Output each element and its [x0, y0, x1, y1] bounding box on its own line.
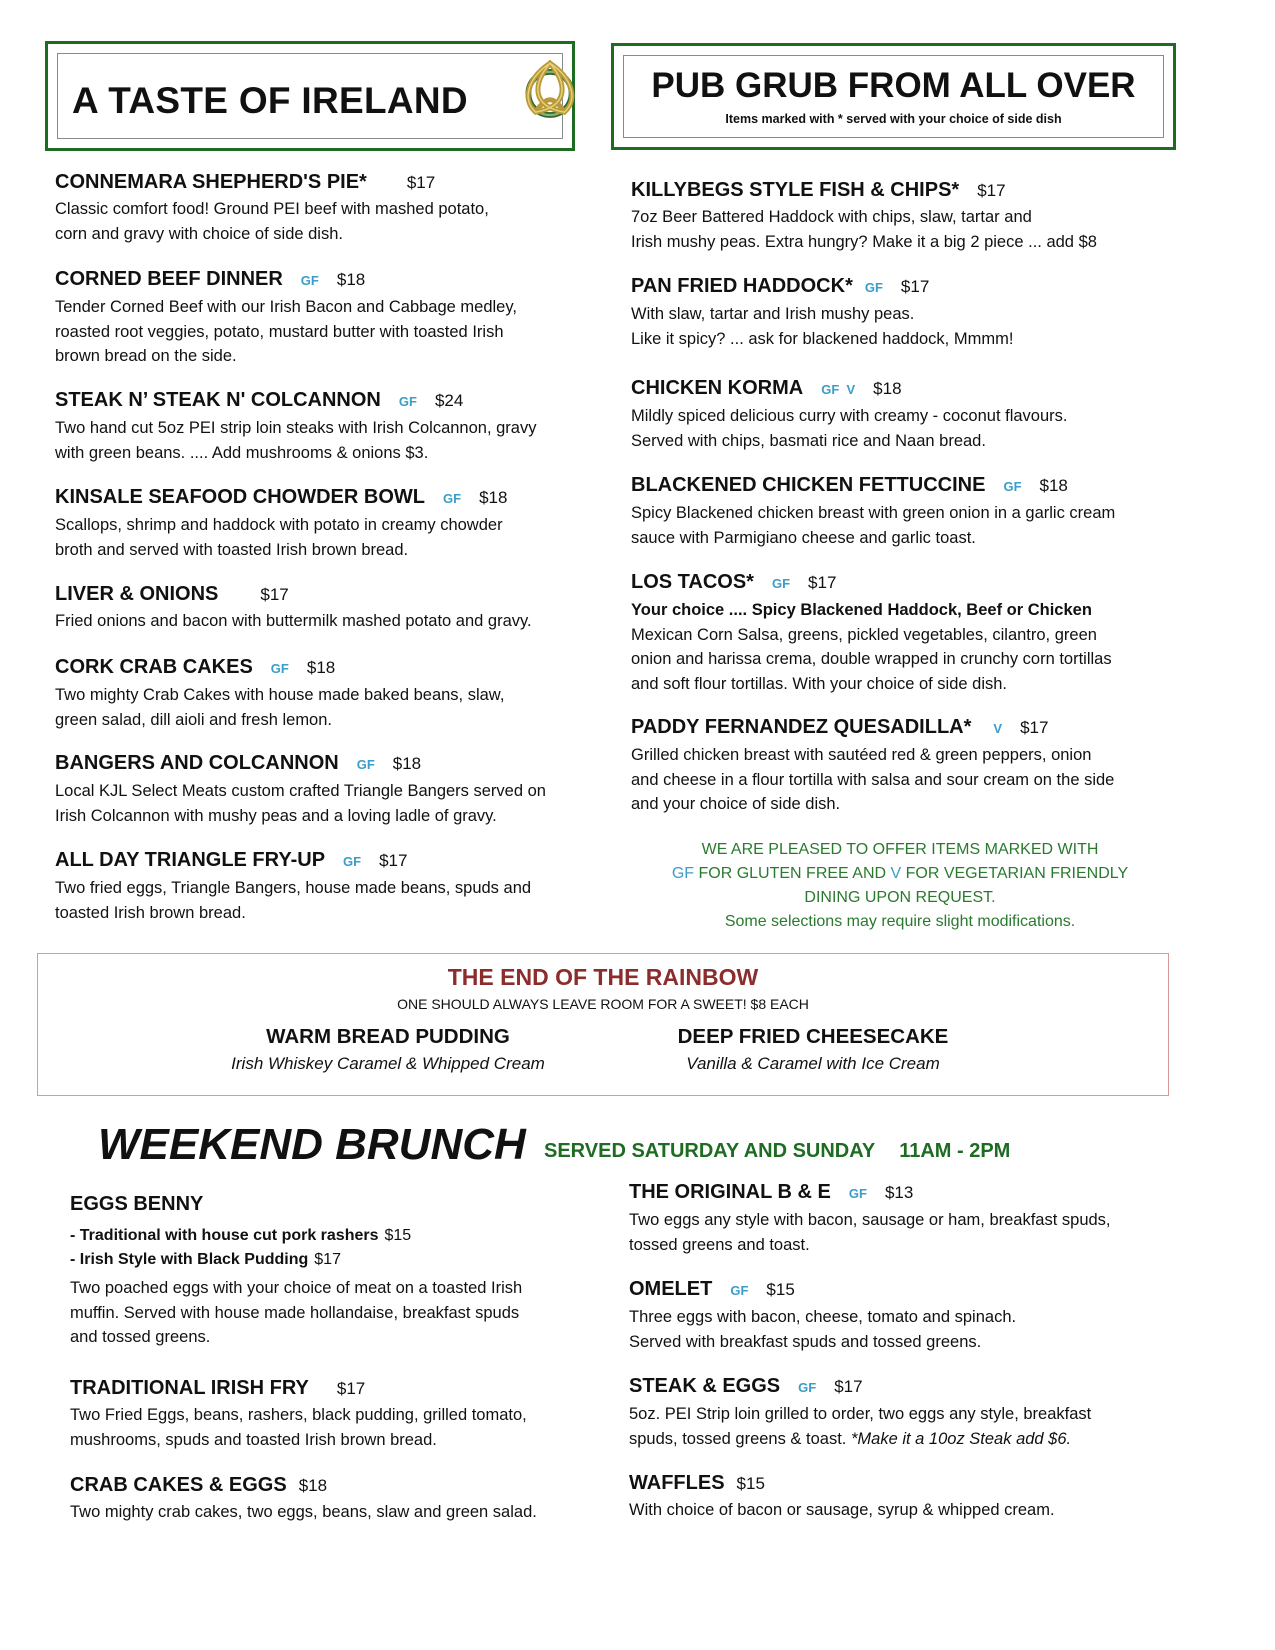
menu-item — [631, 570, 1191, 696]
dessert-subtitle: ONE SHOULD ALWAYS LEAVE ROOM FOR A SWEET! $8 EACH — [397, 996, 809, 1012]
gf-tag: GF — [730, 1283, 749, 1298]
menu-item — [631, 274, 1191, 351]
item-price: $17 — [260, 585, 289, 604]
item-name: BANGERS AND COLCANNON — [55, 752, 339, 774]
menu-item — [70, 1376, 610, 1452]
benny-option: - Traditional with house cut pork rashers — [70, 1227, 379, 1244]
item-name: PADDY FERNANDEZ QUESADILLA* — [631, 716, 972, 738]
item-desc-line: With choice of bacon or sausage, syrup & whipped cream. — [629, 1501, 1055, 1519]
gf-tag: GF — [1003, 479, 1022, 494]
menu-item — [55, 655, 605, 732]
left-menu-column — [55, 170, 605, 930]
item-desc-line: toasted Irish brown bread. — [55, 903, 246, 922]
item-price: $17 — [406, 173, 436, 192]
item-price: $17 — [977, 181, 1006, 200]
item-price: $17 — [808, 573, 837, 592]
right-header-box — [611, 43, 1176, 150]
dessert-desc: Irish Whiskey Caramel & Whipped Cream — [231, 1054, 545, 1073]
item-desc-line: Served with chips, basmati rice and Naan bread. — [631, 431, 986, 450]
dietary-notice — [630, 838, 1170, 932]
brunch-hours: 11AM - 2PM — [899, 1140, 1011, 1162]
notice-line: Some selections may require slight modifications. — [724, 913, 1076, 930]
item-price: $18 — [479, 488, 508, 507]
item-name: CHICKEN KORMA — [631, 377, 804, 399]
item-price: $18 — [392, 754, 422, 773]
benny-option: - Irish Style with Black Pudding — [70, 1251, 309, 1268]
item-desc-line: tossed greens and toast. — [629, 1235, 810, 1254]
dessert-title: THE END OF THE RAINBOW — [447, 964, 759, 990]
item-name: STEAK N’ STEAK N' COLCANNON — [55, 389, 381, 411]
gf-tag: GF — [864, 280, 883, 295]
item-name: CONNEMARA SHEPHERD'S PIE* — [55, 171, 367, 193]
left-header-box — [45, 41, 575, 151]
item-name: KILLYBEGS STYLE FISH & CHIPS* — [631, 179, 960, 201]
item-desc-line: Two fried eggs, Triangle Bangers, house made beans, spuds and — [55, 879, 532, 897]
item-price: $15 — [736, 1474, 765, 1493]
item-desc-line: muffin. Served with house made hollandaise, breakfast spuds — [70, 1303, 520, 1322]
item-desc-line: Irish Colcannon with mushy peas and a loving ladle of gravy. — [55, 806, 497, 825]
brunch-left-column — [70, 1192, 610, 1532]
notice-line: DINING UPON REQUEST. — [804, 889, 996, 906]
gf-tag: GF — [798, 1380, 817, 1395]
dessert-name: DEEP FRIED CHEESECAKE — [677, 1025, 949, 1048]
item-name: PAN FRIED HADDOCK* — [631, 275, 853, 297]
notice-text: FOR GLUTEN FREE AND — [694, 865, 891, 882]
item-desc-line: green salad, dill aioli and fresh lemon. — [55, 710, 332, 729]
item-desc-line: Served with breakfast spuds and tossed greens. — [629, 1332, 982, 1351]
item-desc-line: 7oz Beer Battered Haddock with chips, slaw, tartar and — [631, 208, 1032, 226]
menu-item — [55, 170, 605, 246]
gf-tag: GF — [356, 757, 375, 772]
item-desc-line: with green beans. .... Add mushrooms & onions $3. — [55, 443, 429, 462]
item-name: LOS TACOS* — [631, 571, 754, 593]
item-desc-line: broth and served with toasted Irish brown bread. — [55, 540, 409, 559]
item-name: TRADITIONAL IRISH FRY — [70, 1377, 309, 1399]
item-price: $13 — [884, 1183, 914, 1202]
upgrade-note: *Make it a 10oz Steak add $6. — [846, 1429, 1072, 1448]
item-desc-line: Scallops, shrimp and haddock with potato in creamy chowder — [55, 516, 503, 534]
item-name: CORNED BEEF DINNER — [55, 268, 283, 290]
item-desc-line: Fried onions and bacon with buttermilk mashed potato and gravy. — [55, 612, 532, 630]
menu-item — [629, 1277, 1189, 1354]
item-desc-line: sauce with Parmigiano cheese and garlic toast. — [631, 528, 976, 547]
item-desc-line: Two Fried Eggs, beans, rashers, black pudding, grilled tomato, — [70, 1406, 527, 1424]
gf-tag: GF — [398, 394, 417, 409]
item-name: ALL DAY TRIANGLE FRY-UP — [55, 849, 326, 871]
menu-item — [631, 715, 1191, 817]
item-desc-line: and tossed greens. — [70, 1328, 211, 1346]
v-tag: V — [890, 865, 902, 882]
menu-item — [629, 1471, 1189, 1523]
item-name: STEAK & EGGS — [629, 1375, 781, 1397]
menu-item — [629, 1180, 1189, 1257]
item-desc-line: roasted root veggies, potato, mustard butter with toasted Irish — [55, 322, 504, 341]
dessert-desc: Vanilla & Caramel with Ice Cream — [686, 1054, 940, 1073]
notice-text: FOR VEGETARIAN FRIENDLY — [901, 865, 1129, 882]
section-title-pub-grub: PUB GRUB FROM ALL OVER — [651, 66, 1136, 105]
celtic-knot-icon — [514, 56, 586, 128]
menu-item — [55, 848, 605, 925]
gf-v-tag: GF V — [821, 382, 856, 397]
item-price: $18 — [298, 1476, 328, 1495]
item-name: THE ORIGINAL B & E — [629, 1181, 831, 1203]
item-price: $18 — [336, 270, 366, 289]
item-desc-line: and your choice of side dish. — [631, 795, 841, 813]
item-desc-line: Tender Corned Beef with our Irish Bacon and Cabbage medley, — [55, 298, 517, 316]
item-desc-line: 5oz. PEI Strip loin grilled to order, two eggs any style, breakfast — [629, 1405, 1092, 1423]
brunch-title: WEEKEND BRUNCH — [98, 1120, 526, 1169]
gf-tag: GF — [848, 1186, 867, 1201]
side-dish-note: Items marked with * served with your choice of side dish — [725, 112, 1062, 126]
item-desc-line: Spicy Blackened chicken breast with green onion in a garlic cream — [631, 504, 1116, 522]
item-desc-line: and soft flour tortillas. With your choice of side dish. — [631, 674, 1008, 693]
menu-item — [631, 376, 1191, 453]
item-name: WAFFLES — [629, 1472, 725, 1494]
item-desc-line: With slaw, tartar and Irish mushy peas. — [631, 305, 915, 323]
item-desc-line: Like it spicy? ... ask for blackened haddock, Mmmm! — [631, 329, 1014, 348]
dessert-name: WARM BREAD PUDDING — [266, 1025, 510, 1048]
item-desc-line: Classic comfort food! Ground PEI beef with mashed potato, — [55, 200, 489, 218]
item-desc-line: Two poached eggs with your choice of meat on a toasted Irish — [70, 1279, 523, 1297]
item-desc-line: Local KJL Select Meats custom crafted Triangle Bangers served on — [55, 782, 546, 800]
menu-item — [55, 388, 605, 465]
gf-tag: GF — [300, 273, 319, 288]
item-desc-line: Three eggs with bacon, cheese, tomato and spinach. — [629, 1308, 1017, 1326]
menu-item — [631, 473, 1191, 550]
item-price: $18 — [873, 379, 902, 398]
gf-tag: GF — [270, 661, 289, 676]
brunch-schedule — [544, 1140, 1010, 1163]
v-tag: V — [993, 721, 1003, 736]
menu-item — [70, 1192, 610, 1350]
section-title-taste-of-ireland: A TASTE OF IRELAND — [72, 80, 468, 121]
notice-line: WE ARE PLEASED TO OFFER ITEMS MARKED WITH — [701, 841, 1099, 858]
menu-item — [631, 178, 1191, 254]
item-desc-line: Two hand cut 5oz PEI strip loin steaks with Irish Colcannon, gravy — [55, 419, 537, 437]
brunch-days: SERVED SATURDAY AND SUNDAY — [544, 1140, 876, 1162]
menu-item — [55, 267, 605, 369]
dessert-box — [37, 953, 1169, 1096]
item-desc-line: Two mighty crab cakes, two eggs, beans, slaw and green salad. — [70, 1503, 537, 1521]
item-price: $17 — [834, 1377, 863, 1396]
item-price: $18 — [306, 658, 336, 677]
item-price: $15 — [384, 1227, 412, 1244]
item-desc-line: and cheese in a flour tortilla with salsa and sour cream on the side — [631, 770, 1115, 789]
item-name: KINSALE SEAFOOD CHOWDER BOWL — [55, 486, 425, 508]
item-desc-line: Mildly spiced delicious curry with creamy - coconut flavours. — [631, 407, 1068, 425]
menu-item — [70, 1473, 610, 1525]
item-price: $24 — [434, 391, 464, 410]
brunch-right-column — [629, 1180, 1189, 1530]
gf-tag: GF — [343, 854, 362, 869]
item-desc-line: brown bread on the side. — [55, 347, 237, 365]
item-price: $18 — [1039, 476, 1068, 495]
item-price: $17 — [900, 277, 930, 296]
item-price: $17 — [336, 1379, 366, 1398]
item-price: $17 — [379, 851, 408, 870]
item-desc-line: Two eggs any style with bacon, sausage or ham, breakfast spuds, — [629, 1211, 1111, 1229]
item-price: $17 — [1020, 718, 1049, 737]
item-desc-line: Irish mushy peas. Extra hungry? Make it a big 2 piece ... add $8 — [631, 232, 1097, 251]
gf-tag: GF — [443, 491, 462, 506]
item-desc-line: Grilled chicken breast with sautéed red & green peppers, onion — [631, 746, 1092, 764]
item-desc-line: onion and harissa crema, double wrapped in crunchy corn tortillas — [631, 650, 1112, 668]
item-name: EGGS BENNY — [70, 1193, 204, 1215]
item-choice-line: Your choice .... Spicy Blackened Haddock, Beef or Chicken — [631, 601, 1092, 619]
item-name: BLACKENED CHICKEN FETTUCCINE — [631, 474, 986, 496]
gf-tag: GF — [771, 576, 791, 591]
item-desc-line: mushrooms, spuds and toasted Irish brown bread. — [70, 1430, 437, 1449]
item-desc-line: spuds, tossed greens & toast. — [629, 1429, 847, 1448]
menu-item — [55, 751, 605, 828]
menu-item — [629, 1374, 1189, 1451]
item-name: CRAB CAKES & EGGS — [70, 1474, 287, 1496]
item-desc-line: Two mighty Crab Cakes with house made baked beans, slaw, — [55, 686, 505, 704]
menu-item — [55, 582, 605, 634]
item-desc-line: corn and gravy with choice of side dish. — [55, 224, 343, 243]
item-desc-line: Mexican Corn Salsa, greens, pickled vegetables, cilantro, green — [631, 625, 1097, 644]
item-name: CORK CRAB CAKES — [55, 656, 253, 678]
item-price: $15 — [766, 1280, 795, 1299]
item-price: $17 — [314, 1251, 341, 1268]
menu-item — [55, 485, 605, 562]
item-name: OMELET — [629, 1278, 713, 1300]
right-menu-column — [631, 178, 1191, 938]
gf-tag: GF — [671, 865, 695, 882]
item-name: LIVER & ONIONS — [55, 583, 219, 605]
